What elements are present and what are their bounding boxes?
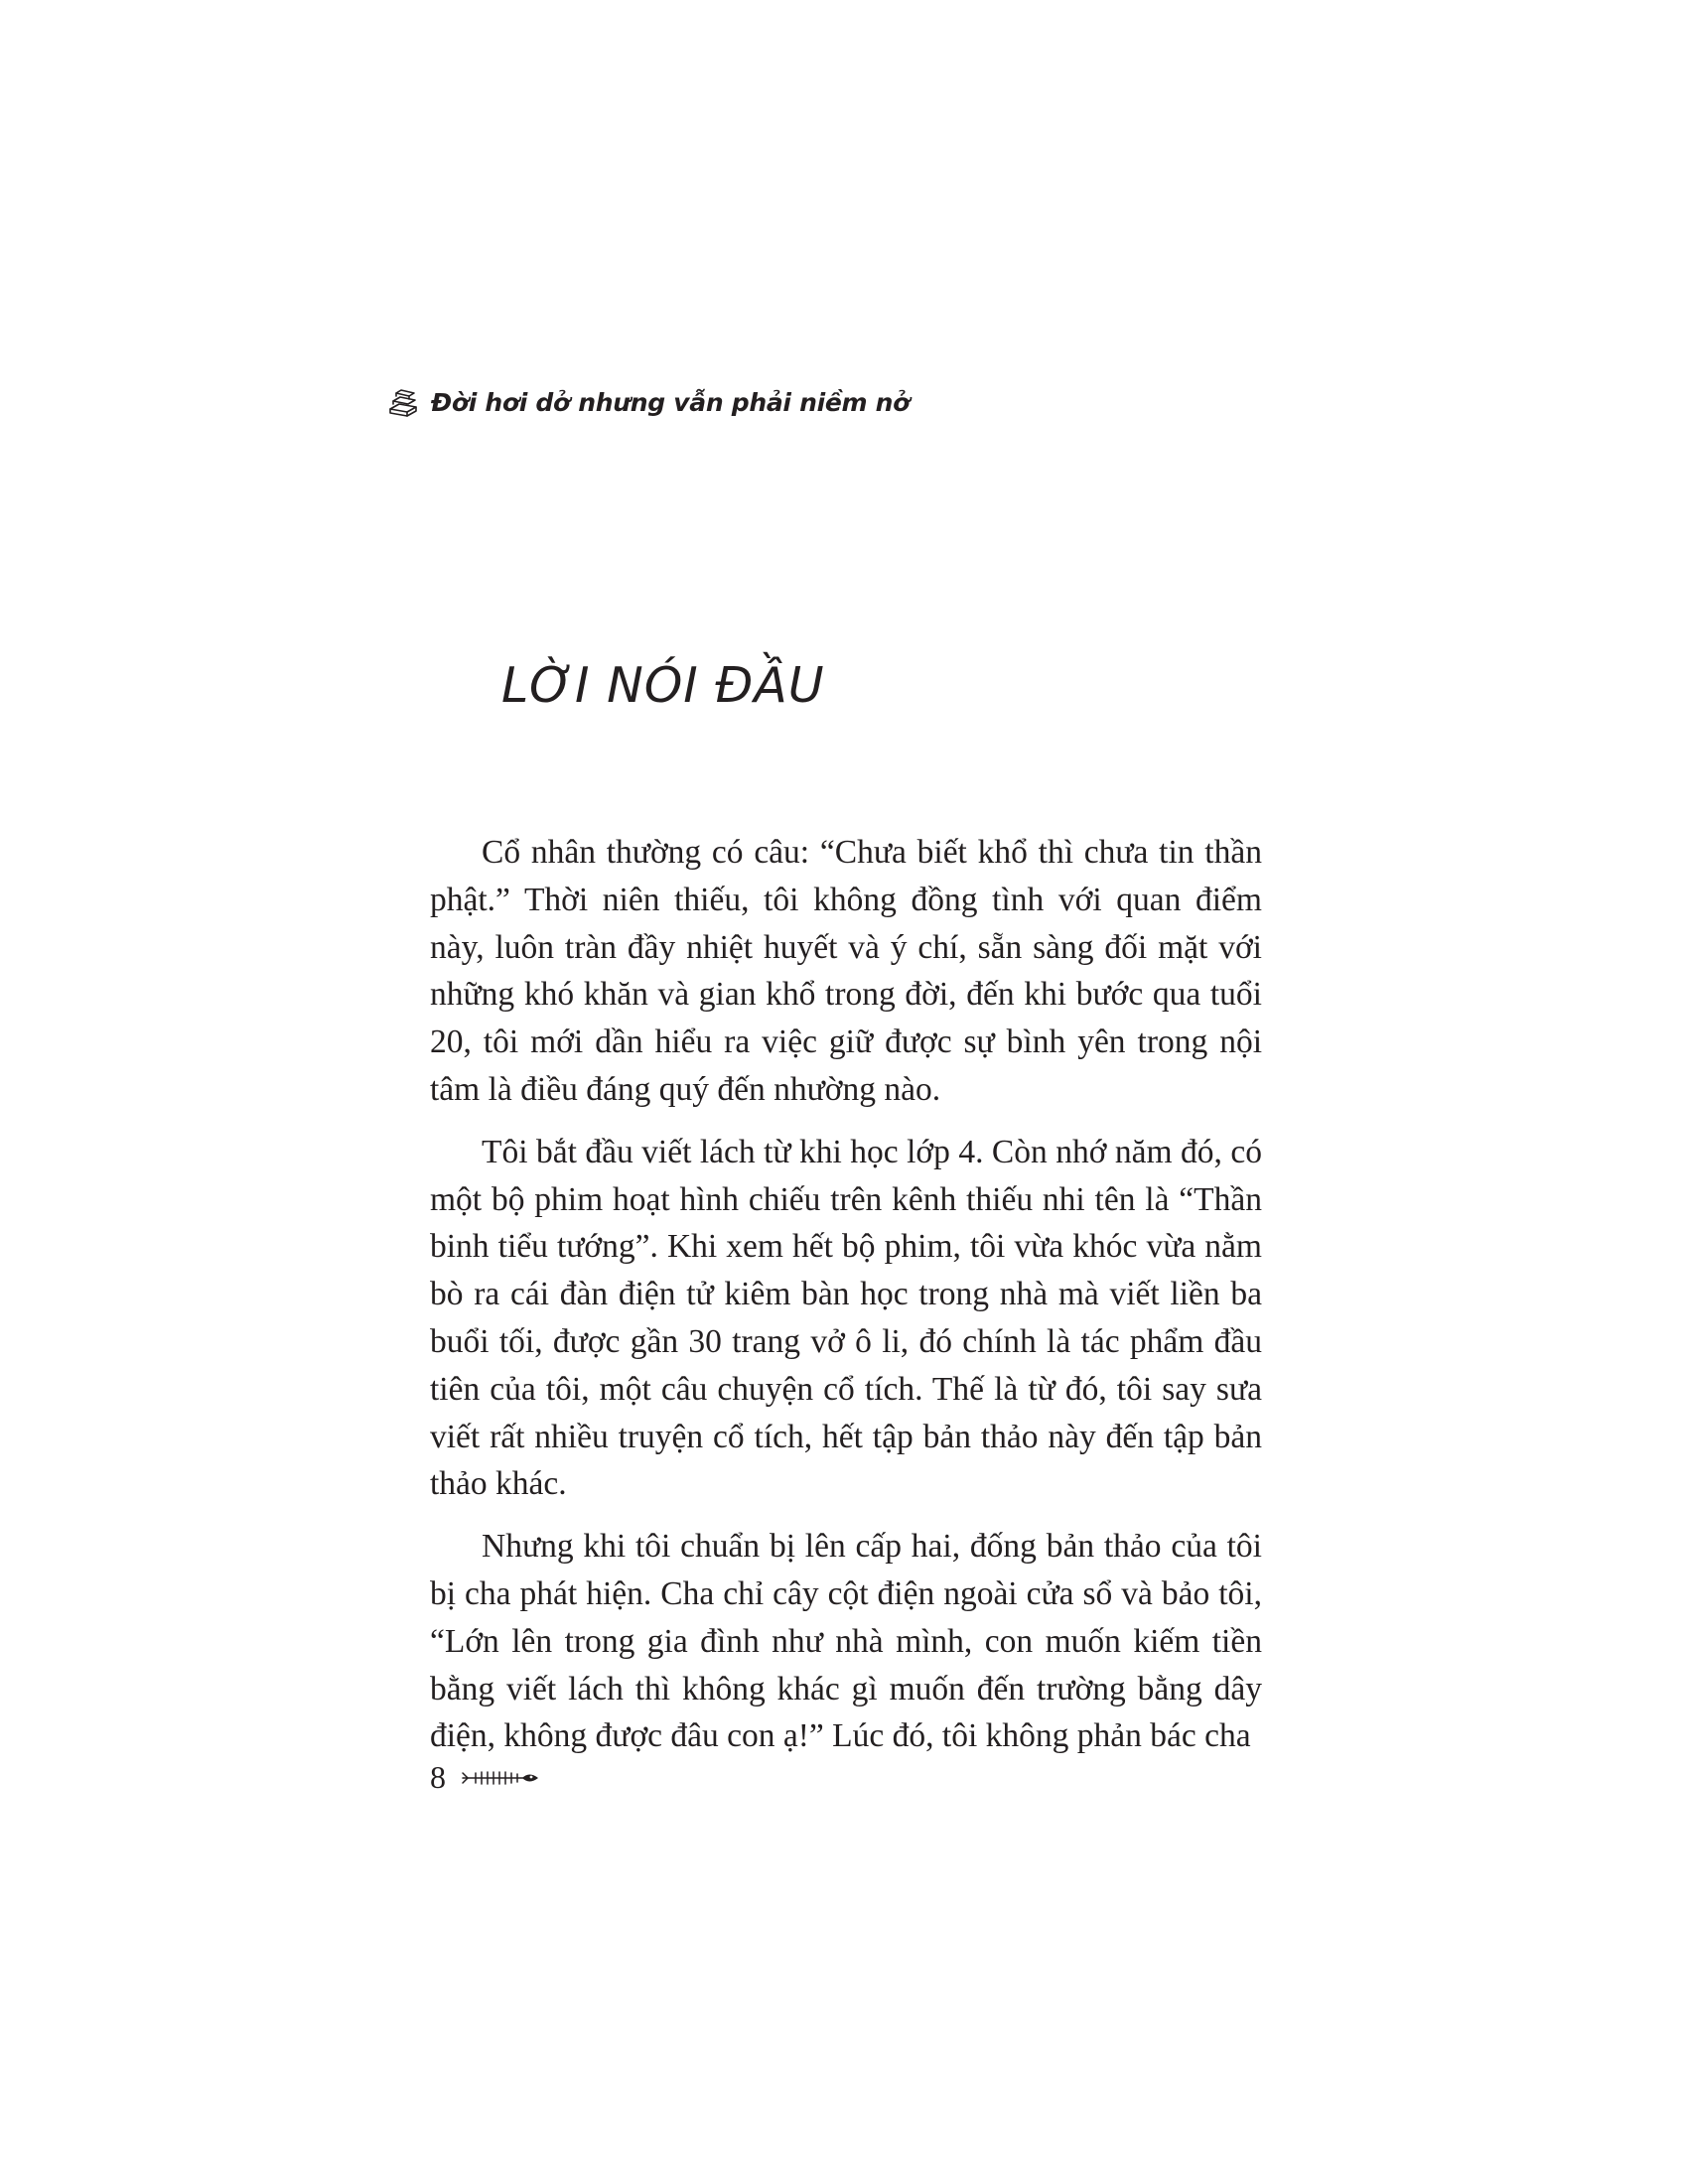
running-header-title: Đời hơi dở nhưng vẫn phải niềm nở	[431, 387, 911, 417]
page-number: 8	[430, 1759, 446, 1795]
chapter-title: LỜI NÓI ĐẦU	[501, 657, 825, 714]
running-header	[387, 387, 910, 417]
paragraph: Nhưng khi tôi chuẩn bị lên cấp hai, đống bản thảo của tôi bị cha phát hiện. Cha chỉ cây cột điện ngoài cửa sổ và bảo tôi, “Lớn lên trong gia đình như nhà mình, con muốn kiếm tiền bằng viết lách thì không khác gì muốn đến trường bằng dây điện, không được đâu con ạ!” Lúc đó, tôi không phản bác cha	[430, 1528, 1262, 1755]
paragraph: Cổ nhân thường có câu: “Chưa biết khổ thì chưa tin thần phật.” Thời niên thiếu, tôi không đồng tình với quan điểm này, luôn tràn đầy nhiệt huyết và ý chí, sẵn sàng đối mặt với những khó khăn và gian khổ trong đời, đến khi bước qua tuổi 20, tôi mới dần hiểu ra việc giữ được sự bình yên trong nội tâm là điều đáng quý đến nhường nào.	[430, 834, 1262, 1108]
stacked-books-icon	[387, 387, 419, 417]
fishbone-icon	[460, 1767, 541, 1789]
paragraph: Tôi bắt đầu viết lách từ khi học lớp 4. Còn nhớ năm đó, có một bộ phim hoạt hình chiếu trên kênh thiếu nhi tên là “Thần binh tiểu tướng”. Khi xem hết bộ phim, tôi vừa khóc vừa nằm bò ra cái đàn điện tử kiêm bàn học trong nhà mà viết liền ba buổi tối, được gần 30 trang vở ô li, đó chính là tác phẩm đầu tiên của tôi, một câu chuyện cổ tích. Thế là từ đó, tôi say sưa viết rất nhiều truyện cổ tích, hết tập bản thảo này đến tập bản thảo khác.	[430, 1133, 1262, 1503]
page-footer	[430, 1759, 541, 1796]
body-text	[430, 829, 1262, 1775]
